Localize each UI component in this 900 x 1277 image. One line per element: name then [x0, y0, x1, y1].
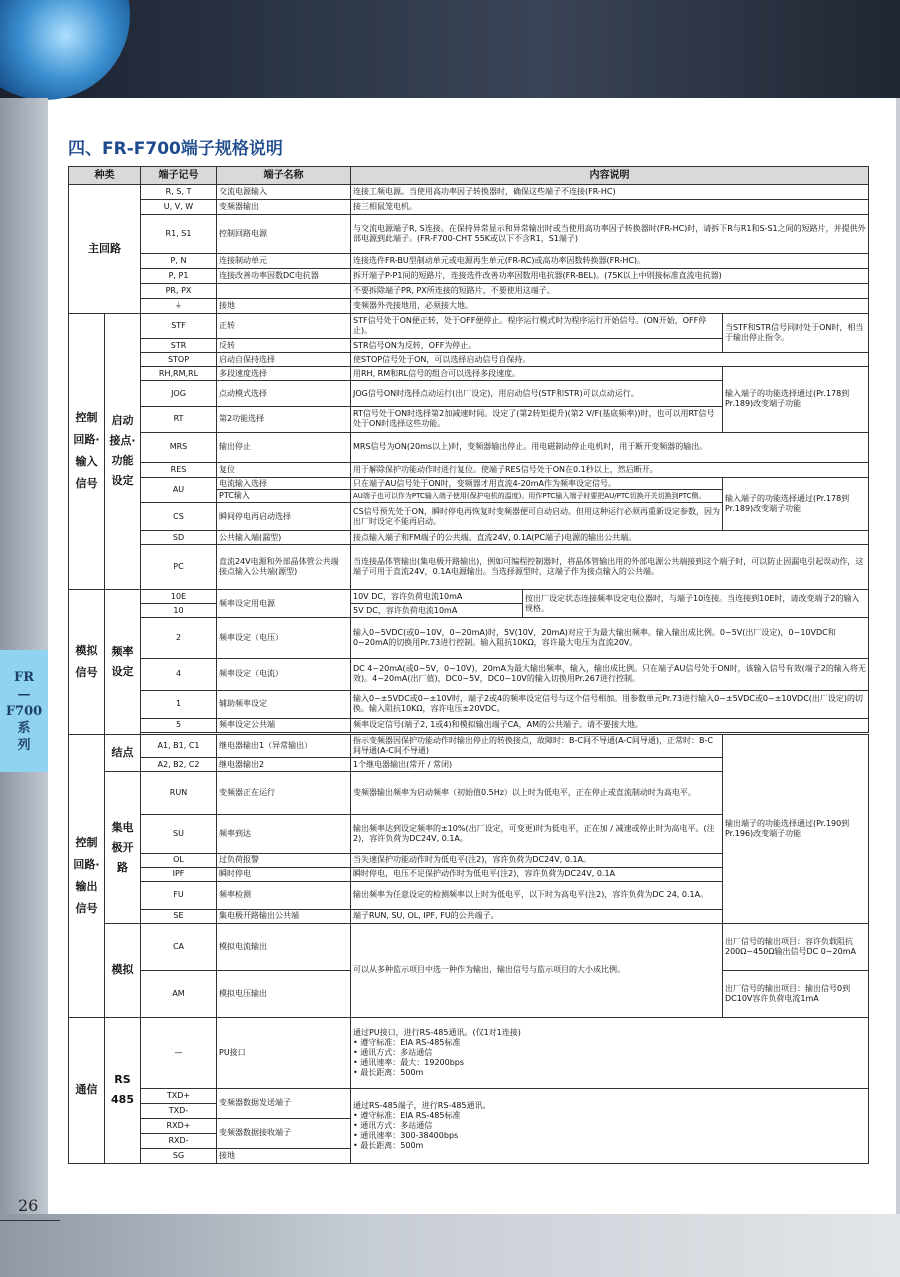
terminal-name: 第2功能选择 — [217, 406, 351, 432]
terminal-name: 控制回路电源 — [217, 215, 351, 254]
terminal-desc: 拆开端子P-P1间的短路片，连接选件改善功率因数用电抗器(FR-BEL)。(75K以上中则接标准直流电抗器) — [351, 268, 869, 283]
category-analog-output: 模拟 — [105, 923, 141, 1017]
terminal-symbol: 5 — [141, 718, 217, 732]
terminal-symbol: P, N — [141, 253, 217, 268]
terminal-desc-2: AU端子也可以作为PTC输入端子使用(保护电机的温度)。用作PTC输入端子时要把AU/PTC切换开关切换到PTC侧。 — [351, 490, 723, 503]
terminal-name: 电流输入选择 — [217, 477, 351, 490]
analog-note: 可以从多种监示项目中选一种作为输出，输出信号与监示项目的大小成比例。 — [351, 923, 723, 1017]
category-relay: 结点 — [105, 734, 141, 772]
terminal-symbol: SD — [141, 531, 217, 545]
header-band — [0, 0, 900, 98]
terminal-name: 频率检测 — [217, 881, 351, 909]
terminal-desc: 变频器输出频率为启动频率（初始值0.5Hz）以上时为低电平，正在停止或直流制动时为高电平。 — [351, 772, 723, 815]
terminal-name: 启动自保持选择 — [217, 353, 351, 367]
terminal-name: 瞬时停电 — [217, 867, 351, 881]
terminal-name: 集电极开路输出公共端 — [217, 909, 351, 923]
terminal-name: 辅助频率设定 — [217, 690, 351, 718]
terminal-symbol: STOP — [141, 353, 217, 367]
terminal-name: 模拟电流输出 — [217, 923, 351, 970]
terminal-symbol: STR — [141, 339, 217, 353]
terminal-name: 反转 — [217, 339, 351, 353]
terminal-symbol: FU — [141, 881, 217, 909]
terminal-symbol: CA — [141, 923, 217, 970]
category-analog: 模拟信号 — [69, 590, 105, 735]
terminal-symbol: 1 — [141, 690, 217, 718]
terminal-desc: 接点输入端子和FM端子的公共端。直流24V, 0.1A(PC端子)电源的输出公共端。 — [351, 531, 869, 545]
ground-icon: ⏚ — [141, 298, 217, 313]
terminal-desc: 使STOP信号处于ON，可以选择启动信号自保持。 — [351, 353, 869, 367]
terminal-name: 复位 — [217, 462, 351, 477]
terminal-symbol: 10 — [141, 604, 217, 618]
terminal-symbol: A1, B1, C1 — [141, 734, 217, 758]
right-edge — [896, 98, 900, 1214]
terminal-symbol: 2 — [141, 618, 217, 659]
series-label — [0, 650, 48, 772]
header-name: 端子名称 — [217, 167, 351, 185]
out-note: 输出端子的功能选择通过(Pr.190到Pr.196)改变端子功能 — [723, 734, 869, 923]
terminal-name: 接地 — [217, 298, 351, 313]
terminal-desc: STF信号处于ON便正转，处于OFF便停止。程序运行模式时为程序运行开始信号。(ON开始，OFF停止)。 — [351, 313, 723, 339]
terminal-desc: 指示变频器因保护功能动作时输出停止的转换接点，故障时：B-C间不导通(A-C间导通)，正常时：B-C间导通(A-C间不导通) — [351, 734, 723, 758]
series-dash: — — [17, 686, 31, 702]
terminal-desc: 连接工频电源。当使用高功率因子转换器时，确保这些端子不连接(FR-HC) — [351, 185, 869, 200]
note-jog: 输入端子的功能选择通过(Pr.178到Pr.189)改变端子功能 — [723, 367, 869, 432]
terminal-symbol: CS — [141, 503, 217, 531]
terminal-desc: 出厂信号的输出项目：容许负载阻抗200Ω~450Ω输出信号DC 0~20mA — [723, 923, 869, 970]
terminal-name: 频率设定用电源 — [217, 590, 351, 618]
header-content: 内容说明 — [351, 167, 869, 185]
terminal-name-2: PTC输入 — [217, 490, 351, 503]
category-rs485: RS 485 — [105, 1017, 141, 1163]
footer-band — [0, 1214, 900, 1277]
terminal-symbol: RT — [141, 406, 217, 432]
terminal-symbol: AM — [141, 970, 217, 1017]
terminal-name: 接地 — [217, 1148, 351, 1163]
category-freq-setting: 频率设定 — [105, 590, 141, 735]
terminal-name: 输出停止 — [217, 432, 351, 462]
terminal-name: 过负荷报警 — [217, 853, 351, 867]
series-model: F700 — [5, 703, 43, 719]
terminal-name: 连接制动单元 — [217, 253, 351, 268]
terminal-desc: CS信号预先处于ON，瞬时停电再恢复时变频器便可自动启动。但用这种运行必须再重新设定参数，因为出厂时设定不能再启动。 — [351, 503, 723, 531]
terminal-name: 公共输入端(漏型) — [217, 531, 351, 545]
terminal-symbol: SE — [141, 909, 217, 923]
category-communication: 通信 — [69, 1017, 105, 1163]
terminal-name-line: 直流24V电源和外部晶体管公共端 — [219, 557, 339, 567]
header-symbol: 端子记号 — [141, 167, 217, 185]
terminal-symbol: A2, B2, C2 — [141, 758, 217, 772]
terminal-symbol: 4 — [141, 658, 217, 690]
terminal-desc: 只在端子AU信号处于ON时，变频器才用直流4-20mA作为频率设定信号。 — [351, 477, 723, 490]
terminal-symbol: OL — [141, 853, 217, 867]
terminal-desc: DC 4~20mA(或0~5V，0~10V)，20mA为最大输出频率，输入，输出成比例。只在端子AU信号处于ON时，该输入信号有效(端子2的输入将无效)。4~20mA(出厂值)，DC0~5V，DC0~10V的输入切换用Pr.267进行控制。 — [351, 658, 869, 690]
terminal-symbol: MRS — [141, 432, 217, 462]
terminal-symbol: AU — [141, 477, 217, 503]
terminal-desc: 输出频率达到设定频率的±10%(出厂设定，可变更)时为低电平，正在加 / 减速或停止时为高电平。(注2)，容许负荷为DC24V, 0.1A。 — [351, 815, 723, 854]
terminal-name: 频率到达 — [217, 815, 351, 854]
terminal-symbol: RH,RM,RL — [141, 367, 217, 381]
terminal-symbol: — — [141, 1017, 217, 1088]
terminal-desc: 变频器外壳接地用，必须接大地。 — [351, 298, 869, 313]
terminal-symbol: 10E — [141, 590, 217, 604]
terminal-name: 多段速度选择 — [217, 367, 351, 381]
terminal-name: 继电器输出2 — [217, 758, 351, 772]
category-start-contact: 启动接点·功能设定 — [105, 313, 141, 590]
header-category: 种类 — [69, 167, 141, 185]
terminal-symbol: RUN — [141, 772, 217, 815]
terminal-name: 点动模式选择 — [217, 381, 351, 407]
terminal-name: 继电器输出1（异常输出） — [217, 734, 351, 758]
terminal-desc: 瞬时停电，电压不足保护动作时为低电平(注2)，容许负荷为DC24V, 0.1A — [351, 867, 723, 881]
terminal-symbol: RXD- — [141, 1133, 217, 1148]
terminal-name: 连接改善功率因数DC电抗器 — [217, 268, 351, 283]
terminal-name: 变频器正在运行 — [217, 772, 351, 815]
terminal-symbol: PC — [141, 545, 217, 590]
terminal-desc: 频率设定信号(端子2, 1或4)和模拟输出端子CA，AM的公共端子。请不要接大地。 — [351, 718, 869, 732]
terminal-desc: 输出频率为任意设定的检测频率以上时为低电平，以下时为高电平(注2)，容许负荷为DC 24, 0.1A。 — [351, 881, 723, 909]
terminal-symbol: TXD- — [141, 1103, 217, 1118]
terminal-symbol: IPF — [141, 867, 217, 881]
terminal-symbol: RES — [141, 462, 217, 477]
terminal-desc: 5V DC，容许负荷电流10mA — [351, 604, 523, 618]
terminal-name: 瞬间停电再启动选择 — [217, 503, 351, 531]
terminal-name — [217, 283, 351, 298]
terminal-name — [217, 545, 351, 590]
series-fr: FR — [13, 669, 35, 685]
terminal-desc: 出厂信号的输出项目：输出信号0到DC10V容许负荷电流1mA — [723, 970, 869, 1017]
terminal-name: 频率设定公共端 — [217, 718, 351, 732]
terminal-desc: 接三相鼠笼电机。 — [351, 200, 869, 215]
terminal-desc: RT信号处于ON时选择第2加减速时间。设定了(第2转矩提升)(第2 V/F(基底频率))时，也可以用RT信号处于ON时选择这些功能。 — [351, 406, 723, 432]
terminal-name: 正转 — [217, 313, 351, 339]
category-main-circuit: 主回路 — [69, 185, 141, 314]
terminal-symbol: R1, S1 — [141, 215, 217, 254]
terminal-symbol: PR, PX — [141, 283, 217, 298]
terminal-desc: STR信号ON为反转，OFF为停止。 — [351, 339, 723, 353]
terminal-name: 变频器输出 — [217, 200, 351, 215]
note-au: 输入端子的功能选择通过(Pr.178到Pr.189)改变端子功能 — [723, 477, 869, 531]
terminal-desc: 通过PU接口，进行RS-485通讯。(仅1对1连接) • 遵守标准：EIA RS-485标准 • 通讯方式：多站通信 • 通讯速率：最大：19200bps • 最长距离：500m — [351, 1017, 869, 1088]
freq-note: 按出厂设定状态连接频率设定电位器时，与端子10连接。当连接到10E时，请改变端子2的输入规格。 — [523, 590, 869, 618]
terminal-desc: 用RH, RM和RL信号的组合可以选择多段速度。 — [351, 367, 723, 381]
terminal-name: 频率设定（电压） — [217, 618, 351, 659]
terminal-desc: 不要拆除端子PR, PX所连接的短路片，不要使用这端子。 — [351, 283, 869, 298]
terminal-desc: 输入0~5VDC(或0~10V，0~20mA)时，5V(10V，20mA)对应于为最大输出频率。输入输出成比例。0~5V(出厂设定)，0~10VDC和0~20mA的切换用Pr.73进行控制。输入阻抗10KΩ，容许最大电压为直流20V。 — [351, 618, 869, 659]
note-stf-str: 当STF和STR信号同时处于ON时，相当于输出停止指令。 — [723, 313, 869, 353]
terminal-name: PU接口 — [217, 1017, 351, 1088]
page-number: 26 — [18, 1196, 39, 1215]
terminal-name: 交流电源输入 — [217, 185, 351, 200]
terminal-name: 变频器数据接收端子 — [217, 1118, 351, 1148]
terminal-desc: 连接选件FR-BU型制动单元或电源再生单元(FR-RC)或高功率因数转换器(FR-HC)。 — [351, 253, 869, 268]
terminal-desc: 端子RUN, SU, OL, IPF, FU的公共端子。 — [351, 909, 723, 923]
terminal-desc: 输入0~±5VDC或0~±10V时，端子2或4的频率设定信号与这个信号相加。用参数单元Pr.73进行输入0~±5VDC或0~±10VDC(出厂设定)的切换。输入阻抗10KΩ，容许电压±20VDC。 — [351, 690, 869, 718]
terminal-desc: JOG信号ON时选择点动运行(出厂设定)，用启动信号(STF和STR)可以点动运行。 — [351, 381, 723, 407]
page-title: 四、FR-F700端子规格说明 — [68, 139, 283, 159]
series-xi: 系 — [17, 720, 31, 736]
terminal-desc: 10V DC，容许负荷电流10mA — [351, 590, 523, 604]
terminal-symbol: SU — [141, 815, 217, 854]
terminal-name: 频率设定（电流） — [217, 658, 351, 690]
terminal-desc: 当失速保护功能动作时为低电平(注2)，容许负荷为DC24V, 0.1A。 — [351, 853, 723, 867]
page-number-rule — [0, 1220, 60, 1221]
terminal-desc: 当连接晶体管输出(集电极开路输出)，例如可编程控制器时，将晶体管输出用的外部电源公共端接到这个端子时，可以防止因漏电引起误动作，这端子可用于直流24V，0.1A电源输出。当选择源型时，这端子作为接点输入的公共端。 — [351, 545, 869, 590]
terminal-desc: 通过RS-485端子，进行RS-485通讯。 • 遵守标准：EIA RS-485标准 • 通讯方式：多站通信 • 通讯速率：300-38400bps • 最长距离：500m — [351, 1088, 869, 1163]
terminal-name: 变频器数据发送端子 — [217, 1088, 351, 1118]
series-lie: 列 — [17, 737, 31, 753]
category-control-input: 控制回路·输入信号 — [69, 313, 105, 590]
globe-graphic — [0, 0, 130, 100]
terminal-symbol: STF — [141, 313, 217, 339]
terminal-desc: 1个继电器输出(常开 / 常闭) — [351, 758, 723, 772]
terminal-desc: 用于解除保护功能动作时进行复位。使端子RES信号处于ON在0.1秒以上，然后断开。 — [351, 462, 869, 477]
category-control-output: 控制回路·输出信号 — [69, 734, 105, 1017]
terminal-symbol: P, P1 — [141, 268, 217, 283]
terminal-symbol: RXD+ — [141, 1118, 217, 1133]
terminal-desc: MRS信号为ON(20ms以上)时，变频器输出停止。用电磁制动停止电机时，用于断开变频器的输出。 — [351, 432, 869, 462]
terminal-spec-table — [68, 166, 869, 1164]
terminal-symbol: JOG — [141, 381, 217, 407]
terminal-symbol: U, V, W — [141, 200, 217, 215]
terminal-name: 模拟电压输出 — [217, 970, 351, 1017]
terminal-desc: 与交流电源端子R, S连接。在保持异常显示和异常输出时或当使用高功率因子转换器时(FR-HC)时，请拆下R与R1和S-S1之间的短路片，并提供外部电源到此端子。(FR-F700-CHT 55K或以下不含R1，S1端子) — [351, 215, 869, 254]
category-open-collector: 集电极开路 — [105, 772, 141, 923]
terminal-symbol: R, S, T — [141, 185, 217, 200]
terminal-symbol: TXD+ — [141, 1088, 217, 1103]
terminal-symbol: SG — [141, 1148, 217, 1163]
terminal-name-line-2: 接点输入公共端(源型) — [219, 567, 298, 577]
